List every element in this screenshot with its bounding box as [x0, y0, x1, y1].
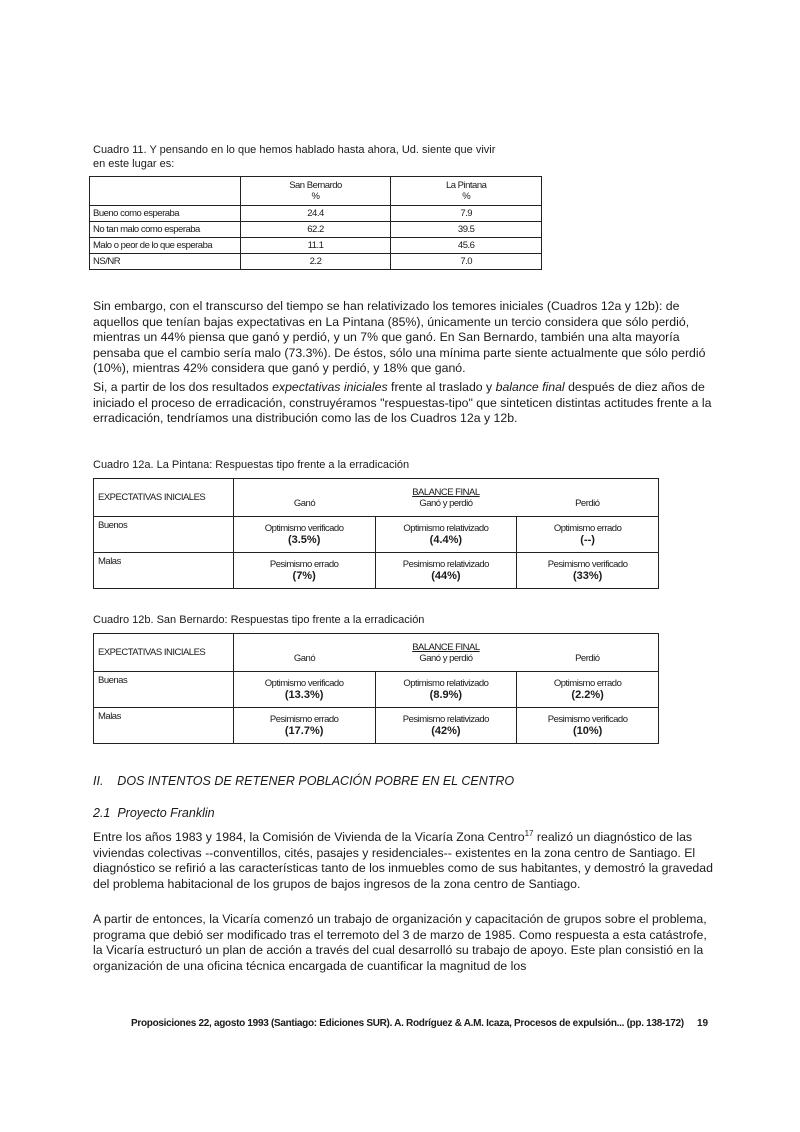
- cell-type: Optimismo verificado: [264, 678, 344, 689]
- table-row: [94, 517, 659, 553]
- table-cell: [517, 672, 659, 708]
- cuadro12a-balance-header: [233, 479, 658, 517]
- subsection-heading: 2.1 Proyecto Franklin: [93, 806, 215, 820]
- table-row: [94, 708, 659, 744]
- cuadro11-header-row: [90, 177, 542, 206]
- cuadro12a-table: [93, 478, 659, 589]
- cell-type: Optimismo errado: [553, 523, 622, 534]
- cell-value: (42%): [431, 725, 461, 737]
- row-label: Malas: [94, 553, 234, 589]
- cell-type: Optimismo errado: [553, 678, 622, 689]
- p2-text-e: después de diez años de iniciado el proceso de erradicación, construyéramos "respuestas-tipo" que sinteticen distintas actitudes frente a la erradicación, tendríamos una distribución como las de los Cuadros 12a y 12b.: [93, 380, 712, 425]
- paragraph-vicaria: A partir de entonces, la Vicaría comenzó un trabajo de organización y capacitación de grupos sobre el problema, programa que debió ser modificado tras el terremoto del 3 de marzo de 1985. Como respuesta a esta catástrofe, la Vicaría estructuró un plan de acción a través del cual desarrolló su trabajo de apoyo. Este plan consistió en la organización de una oficina técnica encargada de cuantificar la magnitud de los: [93, 912, 707, 973]
- cell-value: (8.9%): [429, 689, 463, 701]
- cell-type: Optimismo relativizado: [403, 523, 489, 534]
- table-row: [90, 254, 542, 270]
- p3-text-b: realizó un diagnóstico de las viviendas colectivas --conventillos, cités, pasajes y residenciales-- existentes en la zona centro de Santiago. El diagnóstico se refirió a las características tanto de los inmuebles como de sus habitantes, y demostró la gravedad del problema habitacional de los grupos de bajos ingresos de la zona centro de Santiago.: [93, 830, 713, 891]
- cell-value: (44%): [431, 570, 461, 582]
- cuadro11-col-sb: San Bernardo: [289, 180, 342, 191]
- p2-emph-balance: balance final: [495, 380, 565, 394]
- p3-text-a: Entre los años 1983 y 1984, la Comisión de Vivienda de la Vicaría Zona Centro: [93, 830, 525, 845]
- row-label: Malas: [94, 708, 234, 744]
- table-cell: [517, 708, 659, 744]
- cell-value: (33%): [572, 570, 603, 582]
- row-label: Malo o peor de lo que esperaba: [90, 238, 241, 254]
- cuadro12b-balance-header: [233, 634, 658, 672]
- cell-value: (13.3%): [284, 689, 324, 701]
- cell-type: Pesimismo relativizado: [402, 559, 489, 570]
- table-cell: [375, 708, 517, 744]
- cell-sb: 24.4: [240, 206, 391, 222]
- cuadro12a-balance-title: BALANCE FINAL: [412, 486, 480, 498]
- cell-lp: 7.9: [391, 206, 542, 222]
- cuadro12a-col-perdio: Perdió: [575, 497, 600, 509]
- table-cell: [375, 553, 517, 589]
- table-row: [94, 672, 659, 708]
- cuadro12b-col-gano: Ganó: [293, 652, 316, 664]
- section-heading: II. DOS INTENTOS DE RETENER POBLACIÓN POBRE EN EL CENTRO: [93, 774, 515, 788]
- table-row: [90, 206, 542, 222]
- cell-type: Pesimismo verificado: [547, 559, 628, 570]
- cuadro12b-col-perdio: Perdió: [575, 652, 600, 664]
- cell-value: (3.5%): [287, 534, 321, 546]
- cell-sb: 11.1: [240, 238, 391, 254]
- cuadro11-unit-sb: %: [311, 191, 320, 202]
- cuadro11-caption-line2: en este lugar es:: [93, 158, 175, 170]
- cuadro11-header-sb: [240, 177, 391, 206]
- cuadro12a-col-gano: Ganó: [293, 497, 316, 509]
- footer-citation: Proposiciones 22, agosto 1993 (Santiago: Ediciones SUR). A. Rodríguez & A.M. Icaza, Procesos de expulsión... (pp. 138-172): [131, 1018, 684, 1029]
- table-cell: [517, 517, 659, 553]
- cell-value: (4.4%): [429, 534, 463, 546]
- table-cell: [233, 672, 375, 708]
- cell-type: Pesimismo relativizado: [402, 714, 489, 725]
- cuadro12b-header-row: [94, 634, 659, 672]
- cell-value: (7%): [292, 570, 316, 582]
- cuadro12a-caption: Cuadro 12a. La Pintana: Respuestas tipo frente a la erradicación: [93, 459, 410, 471]
- p2-text-a: Si, a partir de los dos resultados: [93, 380, 273, 394]
- table-cell: [517, 553, 659, 589]
- cuadro11-col-lp: La Pintana: [445, 180, 487, 191]
- cell-sb: 62.2: [240, 222, 391, 238]
- cell-type: Optimismo verificado: [264, 523, 344, 534]
- row-label: Bueno como esperaba: [90, 206, 241, 222]
- row-label: Buenas: [94, 672, 234, 708]
- cuadro12b-balance-title: BALANCE FINAL: [412, 641, 480, 653]
- table-row: [94, 553, 659, 589]
- p2-text-c: frente al traslado y: [387, 380, 496, 394]
- paragraph-relativizados: Sin embargo, con el transcurso del tiempo se han relativizado los temores iniciales (Cuadros 12a y 12b): de aquellos que tenían bajas expectativas en La Pintana (85%), únicamente un tercio considera que sólo perdió, mientras un 44% piensa que ganó y perdió, y un 7% que ganó. En San Bernardo, también una alta mayoría pensaba que el cambio sería malo (73.3%). De éstos, sólo una mínima parte siente actualmente que sólo perdió (10%), mientras 42% considera que ganó y perdió, y 18% que ganó.: [93, 299, 706, 375]
- cuadro11-table: [89, 176, 542, 270]
- row-label: Buenos: [94, 517, 234, 553]
- p2-emph-expectativas: expectativas iniciales: [272, 380, 388, 394]
- cell-type: Pesimismo errado: [269, 559, 339, 570]
- table-cell: [375, 672, 517, 708]
- cuadro11-caption-line1: Cuadro 11. Y pensando en lo que hemos hablado hasta ahora, Ud. siente que vivir: [93, 144, 496, 156]
- row-label: NS/NR: [90, 254, 241, 270]
- cell-sb: 2.2: [240, 254, 391, 270]
- cuadro11-header-lp: [391, 177, 542, 206]
- paragraph-proyecto-franklin: [93, 826, 713, 892]
- cuadro12b-table: [93, 633, 659, 744]
- cell-value: (10%): [572, 725, 603, 737]
- cuadro12b-expectativas-header: EXPECTATIVAS INICIALES: [94, 634, 234, 672]
- cuadro12a-header-row: [94, 479, 659, 517]
- table-cell: [233, 517, 375, 553]
- cell-type: Pesimismo verificado: [547, 714, 628, 725]
- cell-value: (--): [580, 534, 595, 546]
- cell-type: Pesimismo errado: [269, 714, 339, 725]
- cuadro12b-caption: Cuadro 12b. San Bernardo: Respuestas tipo frente a la erradicación: [93, 614, 425, 626]
- cell-value: (2.2%): [571, 689, 604, 701]
- cell-lp: 7.0: [391, 254, 542, 270]
- cuadro12a-expectativas-header: EXPECTATIVAS INICIALES: [94, 479, 234, 517]
- table-cell: [233, 553, 375, 589]
- cell-lp: 45.6: [391, 238, 542, 254]
- cuadro11-header-empty: [90, 177, 241, 206]
- footnote-ref: 17: [524, 829, 534, 838]
- cell-lp: 39.5: [391, 222, 542, 238]
- page-number: 19: [697, 1018, 709, 1029]
- cuadro12a-col-gano-perdio: Ganó y perdió: [419, 497, 473, 509]
- cell-type: Optimismo relativizado: [403, 678, 489, 689]
- table-cell: [375, 517, 517, 553]
- cell-value: (17.7%): [284, 725, 324, 737]
- cuadro12b-col-gano-perdio: Ganó y perdió: [419, 652, 473, 664]
- table-cell: [233, 708, 375, 744]
- paragraph-respuestas-tipo: [93, 380, 713, 427]
- table-row: [90, 222, 542, 238]
- row-label: No tan malo como esperaba: [90, 222, 241, 238]
- table-row: [90, 238, 542, 254]
- cuadro11-unit-lp: %: [462, 191, 471, 202]
- cuadro11-caption: [93, 143, 553, 171]
